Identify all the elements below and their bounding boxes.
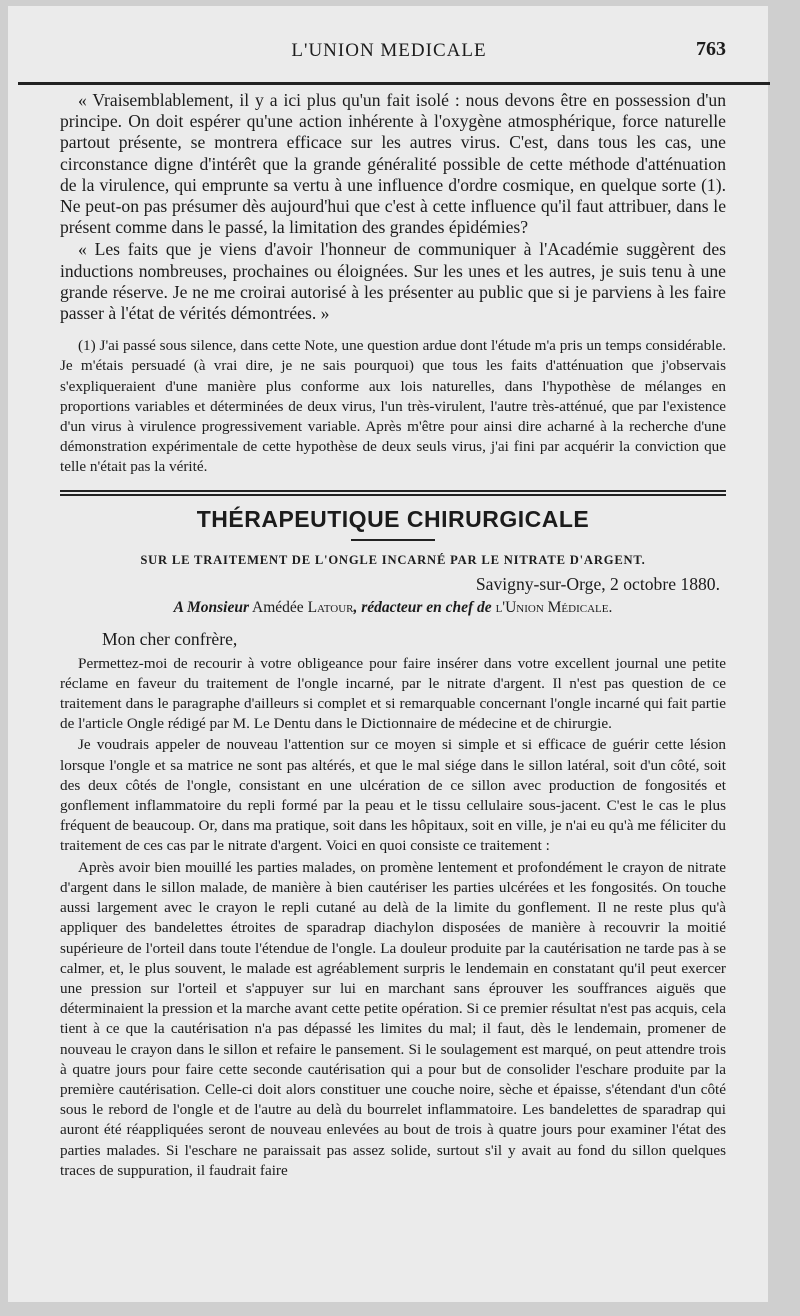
article-subtitle: SUR LE TRAITEMENT DE L'ONGLE INCARNÉ PAR LE NITRATE D'ARGENT. xyxy=(140,552,646,567)
addressee-surname: Latour xyxy=(307,598,354,616)
quote-paragraph: « Vraisemblablement, il y a ici plus qu'un fait isolé : nous devons être en possession d'un principe. On doit espérer qu'une action inhérente à l'oxygène atmosphérique, force naturelle partout présente, se montrera efficace sur les autres virus. C'est, dans tous les cas, une circonstance digne d'intérêt que la grande généralité possible de cette méthode d'atténuation de la virulence, qui emprunte sa vertu à une influence d'ordre cosmique, en quelque sorte (1). Ne peut-on pas présumer dès aujourd'hui que c'est à cette influence qu'il faut attribuer, dans le présent comme dans le passé, la limitation des grandes épidémies? xyxy=(60,90,726,238)
article-body xyxy=(60,90,726,1181)
letter-salutation: Mon cher confrère, xyxy=(102,628,238,649)
section-title: THÉRAPEUTIQUE CHIRURGICALE xyxy=(196,505,590,532)
page xyxy=(8,6,768,1302)
letter-addressee xyxy=(60,599,726,617)
page-header xyxy=(54,6,724,76)
letter-paragraph: Après avoir bien mouillé les parties malades, on promène lentement et profondément le crayon de nitrate d'argent dans le sillon malade, de manière à bien cautériser les parties ulcérées et les fongosités. On touche aussi largement avec le crayon le repli cutané au delà de la limite du gonflement. Il ne reste plus qu'à appliquer des bandelettes étroites de sparadrap diachylon disposées de manière à recouvrir la moitié supérieure de l'orteil dans toute l'étendue de l'ongle. La douleur produite par la cautérisation ne tarde pas à se calmer, et, le plus souvent, le malade est agréablement surpris le lendemain en constatant qu'il peut exercer une pression sur l'orteil et s'appuyer sur lui en marchant sans éprouver les souffrances aiguës que déterminaient la pression et la marche avant cette petite opération. Si ce premier résultat n'est pas acquis, cela tient à ce que la cautérisation n'a pas dépassé les limites du mal; il faut, dès le lendemain, promener de nouveau le crayon dans le sillon et refaire le pansement. Si le soulagement est marqué, on peut attendre trois à quatre jours pour faire cette seconde cautérisation qui a pour but de consolider l'eschare produite par la première cautérisation. Celle-ci doit alors constituer une couche noire, sèche et épaisse, s'étendant d'un côté sous le rebord de l'ongle et de l'autre au delà du bourrelet inflammatoire. Les bandelettes de sparadrap qui auront été réappliquées seront de nouveau enlevées au bout de trois à quatre jours pour examiner l'état des parties malades. Si l'eschare ne paraissait pas assez solide, surtout s'il y avait au fond du sillon quelques traces de suppuration, il faudrait faire xyxy=(60,858,726,1179)
header-rule xyxy=(18,82,770,85)
section-divider xyxy=(60,490,726,496)
letter-place-date: Savigny-sur-Orge, 2 octobre 1880. xyxy=(475,573,720,594)
quote-paragraph: « Les faits que je viens d'avoir l'honneur de communiquer à l'Académie suggèrent des inductions nombreuses, prochaines ou éloignées. Sur les unes et les autres, je suis tenu à une grande réserve. Je ne me croirai autorisé à les présenter au public que si je parviens à les faire passer à l'état de vérités démontrées. » xyxy=(60,239,726,324)
addressee-journal: l'Union Médicale. xyxy=(495,598,613,616)
running-title: L'UNION MEDICALE xyxy=(291,40,487,61)
title-underline xyxy=(351,539,435,541)
footnote: (1) J'ai passé sous silence, dans cette Note, une question ardue dont l'étude m'a pris un temps considérable. Je m'étais persuadé (à vrai dire, je ne sais pourquoi) que tous les faits d'atténuation que j'observais s'expliqueraient d'une manière plus conforme aux lois naturelles, dans l'hypothèse de mélanges en proportions variables et déterminées de deux virus, l'un très-virulent, l'autre très-atténué, que par l'existence d'un virus à virulence progressivement variable. Après m'être pour ainsi dire acharné à la recherche d'une démonstration expérimentale de cette hypothèse de deux seuls virus, j'ai fini par acquérir la conviction que telle n'était pas la vérité. xyxy=(60,337,726,476)
letter-paragraph: Permettez-moi de recourir à votre obligeance pour faire insérer dans votre excellent journal une petite réclame en faveur du traitement de l'ongle incarné, par le nitrate d'argent. Il n'est pas question de ce traitement dans le paragraphe d'ailleurs si complet et si remarquable concernant l'ongle incarné qui fait partie de l'article Ongle rédigé par M. Le Dentu dans le Dictionnaire de médecine et de chirurgie. xyxy=(60,654,726,733)
letter-paragraph: Je voudrais appeler de nouveau l'attention sur ce moyen si simple et si efficace de guérir cette lésion lorsque l'ongle et sa matrice ne sont pas altérés, et que le mal siége dans le sillon latéral, soit d'un côté, soit des deux côtés de l'ongle, consistant en une ulcération de ce sillon avec production de fongosités et gonflement inflammatoire du repli formé par la peau et le tissu cellulaire sous-jacent. C'est le cas le plus fréquent de beaucoup. Or, dans ma pratique, soit dans les hôpitaux, soit en ville, je n'ai eu qu'à me féliciter du traitement de ces cas par le nitrate d'argent. Voici en quoi consiste ce traitement : xyxy=(60,736,726,855)
page-number: 763 xyxy=(696,38,726,60)
addressee-role: , rédacteur en chef de xyxy=(353,598,492,616)
addressee-first-name: Amédée xyxy=(252,598,304,616)
addressee-prefix: A Monsieur xyxy=(173,598,250,616)
